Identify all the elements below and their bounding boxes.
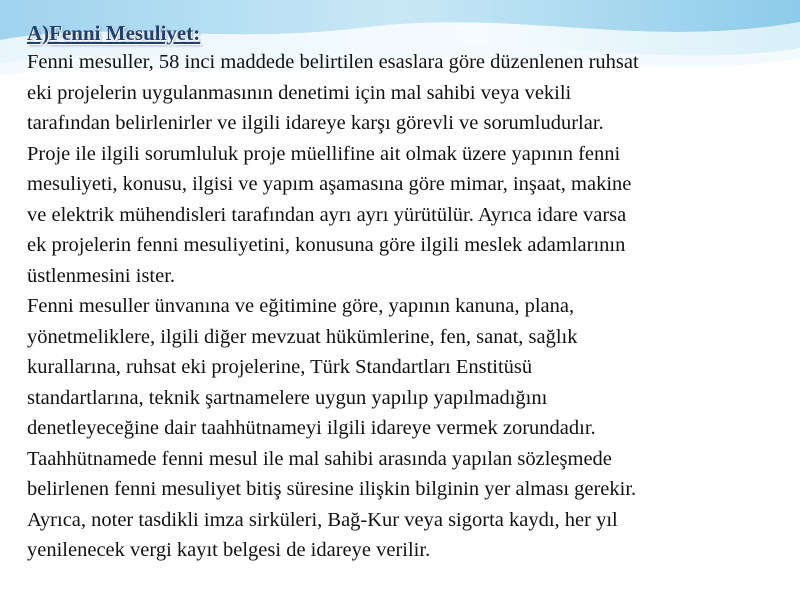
text-line: yenilenecek vergi kayıt belgesi de idareye verilir. bbox=[27, 539, 431, 561]
paragraph bbox=[27, 291, 797, 444]
text-line: Proje ile ilgili sorumluluk proje müellifine ait olmak üzere yapının fenni bbox=[27, 142, 621, 165]
text-line: mesuliyeti, konusu, ilgisi ve yapım aşamasına göre mimar, inşaat, makine bbox=[27, 173, 632, 195]
text-line: eki projelerin uygulanmasının denetimi için mal sahibi veya vekili bbox=[27, 81, 572, 104]
paragraph-list bbox=[27, 47, 797, 566]
text-line: ek projelerin fenni mesuliyetini, konusuna göre ilgili meslek adamlarının bbox=[27, 234, 626, 256]
text-line: ve elektrik mühendisleri tarafından ayrı ayrı yürütülür. Ayrıca idare varsa bbox=[27, 203, 627, 226]
text-line: üstlenmesini ister. bbox=[27, 264, 176, 287]
text-line: Taahhütnamede fenni mesul ile mal sahibi arasında yapılan sözleşmede bbox=[27, 447, 612, 470]
slide-heading: A)Fenni Mesuliyet: bbox=[27, 21, 201, 45]
text-line: yönetmeliklere, ilgili diğer mevzuat hükümlerine, fen, sanat, sağlık bbox=[27, 325, 578, 348]
paragraph bbox=[27, 47, 797, 139]
slide-content bbox=[27, 19, 797, 566]
text-line: belirlenen fenni mesuliyet bitiş süresine ilişkin bilginin yer alması gerekir. bbox=[27, 478, 637, 500]
text-line: Fenni mesuller, 58 inci maddede belirtilen esaslara göre düzenlenen ruhsat bbox=[27, 51, 639, 73]
text-line: Fenni mesuller ünvanına ve eğitimine göre, yapının kanuna, plana, bbox=[27, 295, 575, 317]
text-line: tarafından belirlenirler ve ilgili idareye karşı görevli ve sorumludurlar. bbox=[27, 112, 604, 134]
text-line: kurallarına, ruhsat eki projelerine, Türk Standartları Enstitüsü bbox=[27, 356, 533, 378]
text-line: denetleyeceğine dair taahhütnameyi ilgili idareye vermek zorundadır. bbox=[27, 417, 596, 439]
paragraph bbox=[27, 139, 797, 292]
paragraph bbox=[27, 505, 797, 566]
paragraph bbox=[27, 444, 797, 505]
text-line: standartlarına, teknik şartnamelere uygun yapılıp yapılmadığını bbox=[27, 386, 548, 409]
text-line: Ayrıca, noter tasdikli imza sirküleri, Bağ-Kur veya sigorta kaydı, her yıl bbox=[27, 508, 618, 531]
